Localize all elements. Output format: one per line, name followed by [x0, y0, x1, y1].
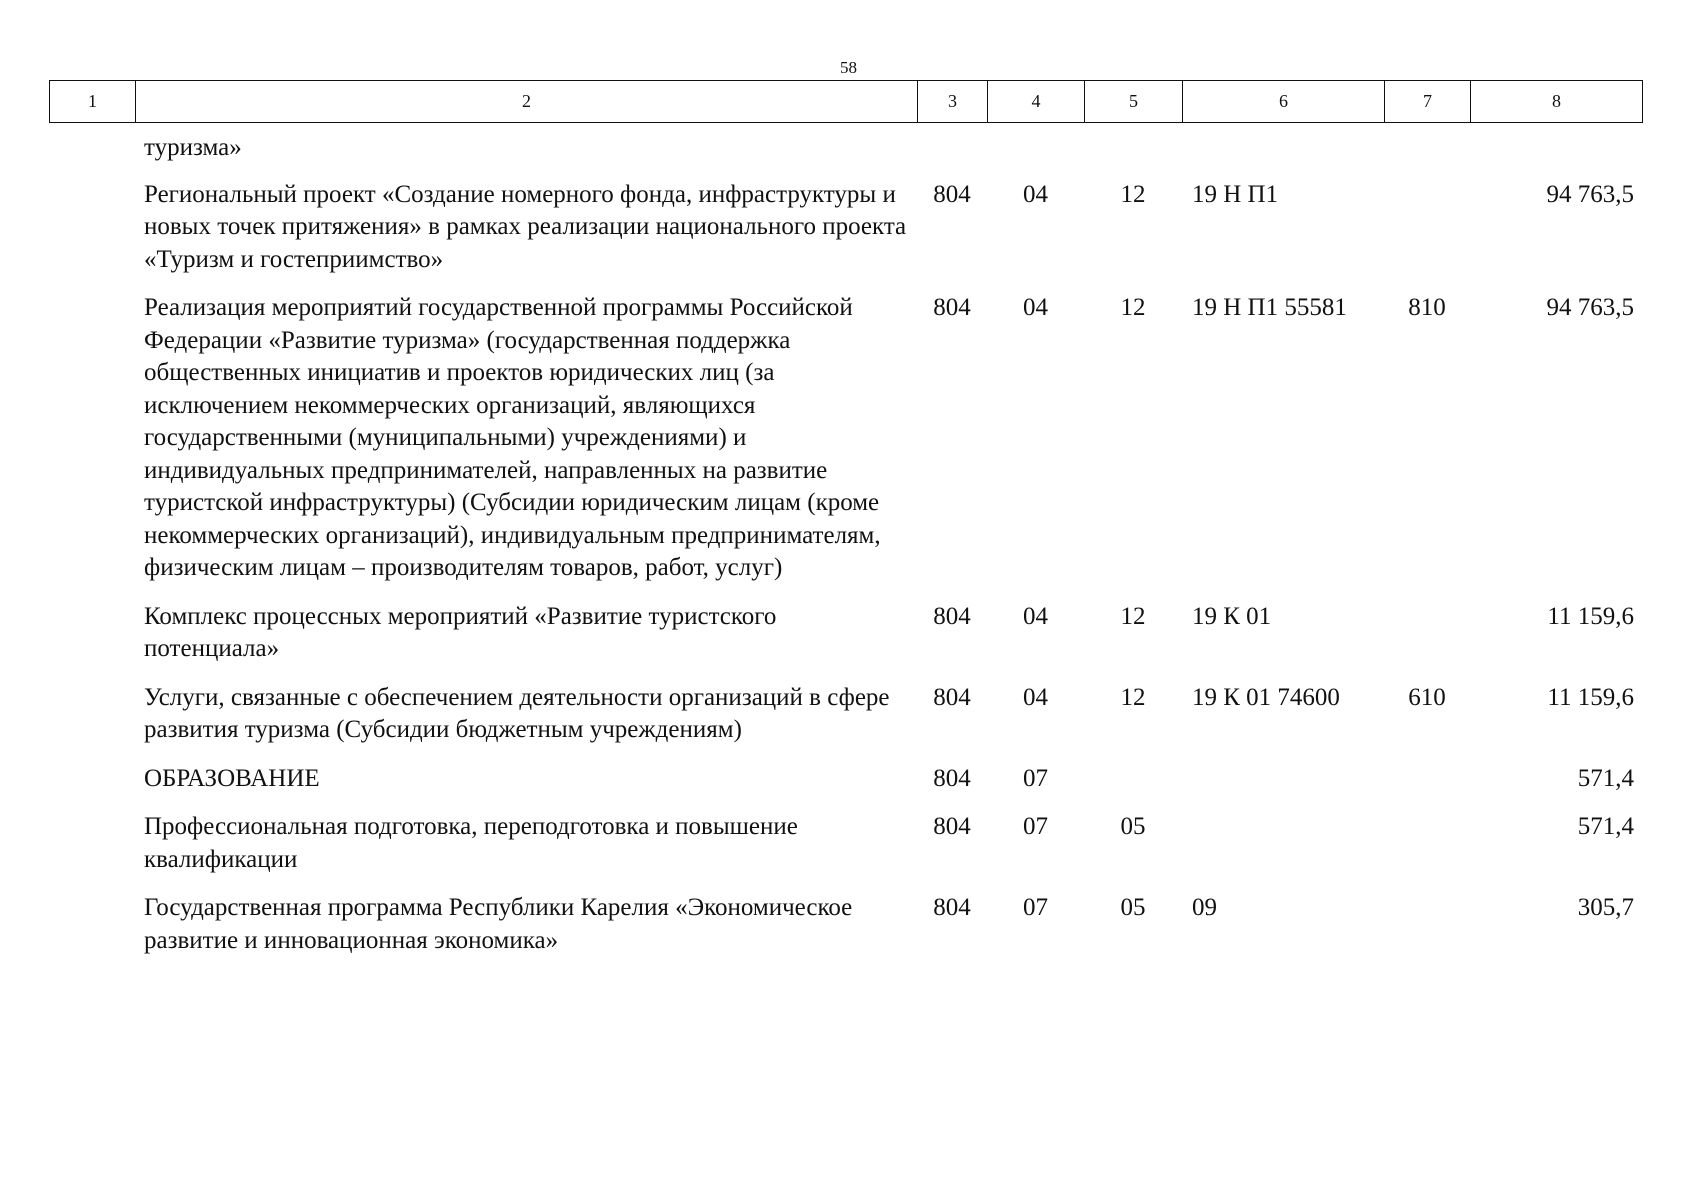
row-pr: 05 — [1120, 894, 1146, 921]
row-gr: 804 — [933, 602, 971, 630]
row-sum: 571,4 — [1577, 813, 1634, 840]
row-rz: 07 — [1023, 813, 1048, 840]
row-sum: 94 763,5 — [1546, 180, 1634, 208]
row-gr: 804 — [933, 894, 971, 921]
row-gr: 804 — [933, 683, 971, 711]
row-vr — [1384, 179, 1470, 293]
row-gr: 804 — [933, 180, 971, 208]
row-gr: 804 — [933, 294, 971, 321]
row-vr: 810 — [1408, 294, 1446, 321]
row-pr: 12 — [1120, 602, 1146, 630]
row-vr — [1384, 763, 1470, 812]
table-row — [49, 892, 1642, 973]
budget-table-body — [49, 132, 1642, 973]
row-pr: 05 — [1120, 813, 1146, 840]
row-name: Реализация мероприятий государственной программы Российской Федерации «Развитие туризма» (государственная поддержка общественных инициатив и проектов юридических лиц (за исключением некоммерческих организаций, являющихся государственными (муниципальными) учреждениями) и индивидуальных предпринимателей, направленных на развитие туристской инфраструктуры) (Субсидии юридическим лицам (кроме некоммерческих организаций), индивидуальным предпринимателям, физическим лицам – производителям товаров, работ, услуг) — [144, 294, 881, 581]
row-pr: 12 — [1120, 683, 1146, 711]
row-vr — [1384, 811, 1470, 892]
row-name: Региональный проект «Создание номерного фонда, инфраструктуры и новых точек притяжения» в рамках реализации национального проекта «Туризм и гостеприимство» — [144, 180, 907, 273]
row-rz: 07 — [1023, 764, 1048, 792]
page-number: 58 — [840, 58, 857, 77]
table-row — [49, 292, 1642, 601]
row-csr: 19 К 01 74600 — [1192, 683, 1340, 711]
row-name: Профессиональная подготовка, переподготовка и повышение квалификации — [144, 813, 798, 873]
column-header-2: 2 — [136, 81, 918, 123]
row-csr — [1182, 763, 1384, 812]
row-sum: 11 159,6 — [1547, 602, 1634, 630]
continuation-text: туризма» — [144, 134, 242, 161]
table-row — [49, 601, 1642, 682]
row-vr — [1384, 892, 1470, 973]
column-header-row — [50, 81, 1643, 123]
column-header-table — [49, 80, 1643, 123]
table-row — [49, 811, 1642, 892]
row-csr — [1182, 811, 1384, 892]
row-vr: 610 — [1408, 683, 1446, 711]
column-header-1: 1 — [50, 81, 136, 123]
row-csr: 09 — [1192, 894, 1217, 921]
row-rz: 04 — [1023, 683, 1048, 711]
row-name: ОБРАЗОВАНИЕ — [144, 764, 320, 792]
column-header-4: 4 — [988, 81, 1085, 123]
row-name: Услуги, связанные с обеспечением деятельности организаций в сфере развития туризма (Субсидии бюджетным учреждениям) — [144, 683, 890, 743]
row-sum: 94 763,5 — [1546, 294, 1634, 321]
row-csr: 19 Н П1 — [1192, 180, 1279, 208]
row-rz: 04 — [1023, 180, 1048, 208]
row-pr: 12 — [1120, 294, 1146, 321]
column-header-8: 8 — [1471, 81, 1643, 123]
row-rz: 07 — [1023, 894, 1048, 921]
table-row — [49, 179, 1642, 293]
row-gr: 804 — [933, 764, 971, 792]
row-gr: 804 — [933, 813, 971, 840]
table-row — [49, 763, 1642, 812]
row-pr — [1084, 763, 1182, 812]
column-header-5: 5 — [1085, 81, 1183, 123]
row-rz: 04 — [1023, 294, 1048, 321]
row-rz: 04 — [1023, 602, 1048, 630]
continuation-row — [49, 132, 1642, 179]
column-header-6: 6 — [1183, 81, 1385, 123]
column-header-7: 7 — [1385, 81, 1471, 123]
table-row — [49, 682, 1642, 763]
row-sum: 11 159,6 — [1547, 683, 1634, 711]
row-csr: 19 Н П1 55581 — [1192, 294, 1347, 321]
row-vr — [1384, 601, 1470, 682]
row-pr: 12 — [1120, 180, 1146, 208]
row-sum: 571,4 — [1577, 764, 1634, 792]
row-name: Комплекс процессных мероприятий «Развитие туристского потенциала» — [144, 602, 777, 662]
column-header-3: 3 — [918, 81, 988, 123]
row-csr: 19 К 01 — [1192, 602, 1272, 630]
row-sum: 305,7 — [1577, 894, 1634, 921]
row-name: Государственная программа Республики Карелия «Экономическое развитие и инновационная экономика» — [144, 894, 853, 954]
